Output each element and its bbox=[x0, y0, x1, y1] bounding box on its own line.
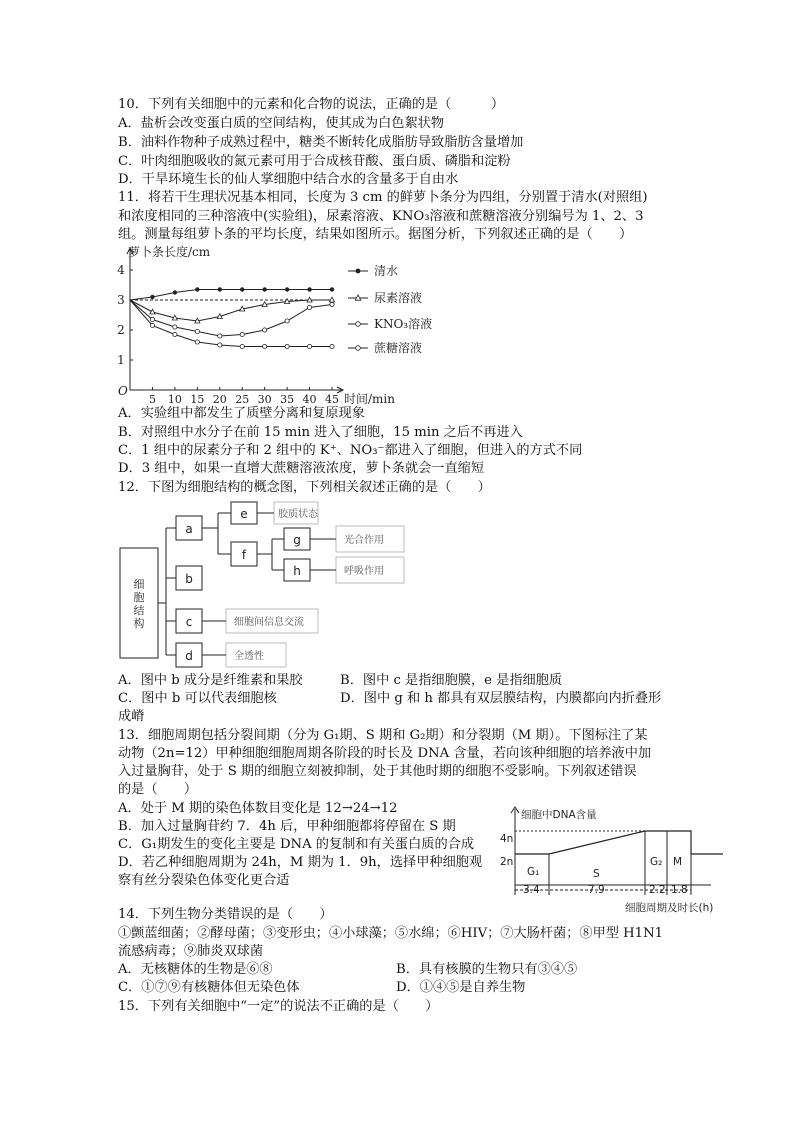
node-e: e bbox=[240, 507, 248, 521]
phase-g1: G₁ bbox=[527, 866, 540, 878]
duration-m: 1.8 bbox=[671, 884, 688, 896]
point bbox=[307, 305, 311, 309]
q11-option-a: A．实验组中都发生了质壁分离和复原现象 bbox=[118, 406, 365, 421]
legend-marker bbox=[356, 322, 361, 327]
y-axis-label: 萝卜条长度/cm bbox=[128, 245, 211, 259]
q13-option-c: C．G₁期发生的变化主要是 DNA 的复制和有关蛋白质的合成 bbox=[118, 837, 475, 852]
q13-stem-line-4: 的是（ ） bbox=[118, 782, 198, 797]
x-axis-label: 时间/min bbox=[344, 392, 395, 406]
dna-level-line bbox=[515, 831, 723, 854]
point bbox=[240, 287, 244, 291]
point bbox=[173, 332, 177, 336]
dna-ylabel: 细胞中DNA含量 bbox=[521, 809, 597, 821]
dna-xlabel: 细胞周期及时长(h) bbox=[625, 902, 714, 914]
legend-label: 蔗糖溶液 bbox=[374, 341, 423, 355]
q14-stem: 14．下列生物分类错误的是（ ） bbox=[118, 907, 333, 922]
point bbox=[195, 287, 199, 291]
label-g: 光合作用 bbox=[344, 535, 384, 546]
q12-option-a: A．图中 b 成分是纤维素和果胶 bbox=[118, 673, 303, 688]
point bbox=[330, 302, 334, 306]
dna-content-chart bbox=[497, 803, 737, 915]
node-d: d bbox=[185, 649, 193, 663]
x-tick-label: 35 bbox=[280, 393, 295, 406]
point bbox=[262, 287, 266, 291]
q11-option-b: B．对照组中水分子在前 15 min 进入了细胞，15 min 之后不再进入 bbox=[118, 425, 523, 440]
phase-s: S bbox=[593, 868, 600, 880]
q11-stem-line-3: 组。测量每组萝卜条的平均长度，结果如图所示。据图分析，下列叙述正确的是（ ） bbox=[118, 227, 633, 242]
y-tick-label: 3 bbox=[117, 293, 125, 307]
label-c: 细胞间信息交流 bbox=[234, 617, 304, 628]
svg-text:细: 细 bbox=[133, 578, 145, 591]
legend-label: KNO₃溶液 bbox=[374, 317, 433, 331]
duration-s: 7.9 bbox=[588, 884, 605, 896]
q13-option-a: A．处于 M 期的染色体数目变化是 12→24→12 bbox=[118, 801, 398, 816]
phase-m: M bbox=[673, 856, 683, 868]
y-tick-label: 2 bbox=[117, 323, 125, 337]
node-b: b bbox=[185, 572, 193, 586]
x-tick-label: 10 bbox=[167, 393, 182, 406]
x-tick-label: 5 bbox=[148, 393, 156, 406]
legend-marker bbox=[356, 269, 361, 274]
duration-g2: 2.2 bbox=[649, 884, 666, 896]
q14-option-c: C．①⑦⑨有核糖体但无染色体 bbox=[118, 980, 300, 995]
q14-items-line-2: 流感病毒；⑨肺炎双球菌 bbox=[118, 944, 264, 959]
point bbox=[150, 309, 155, 314]
point bbox=[330, 344, 334, 348]
point bbox=[263, 344, 267, 348]
label-h: 呼吸作用 bbox=[344, 566, 384, 577]
q10-option-d: D．干旱环境生长的仙人掌细胞中结合水的含量多于自由水 bbox=[118, 172, 459, 187]
series-line-0 bbox=[130, 290, 332, 301]
q15-stem: 15．下列有关细胞中“一定”的说法不正确的是（ ） bbox=[118, 999, 439, 1014]
series-line-1 bbox=[130, 300, 332, 321]
q11-option-d: D．3 组中，如果一直增大蔗糖溶液浓度，萝卜条就会一直缩短 bbox=[118, 461, 485, 476]
q13-option-b: B．加入过量胸苷约 7．4h 后，甲种细胞都将停留在 S 期 bbox=[118, 819, 456, 834]
point bbox=[218, 287, 222, 291]
point bbox=[218, 334, 222, 338]
y-tick-label: 1 bbox=[117, 353, 125, 367]
q12-option-d-cont: 成嵴 bbox=[118, 709, 145, 724]
x-tick-label: 30 bbox=[257, 393, 272, 406]
q13-option-d: D．若乙种细胞周期为 24h，M 期为 1．9h，选择甲种细胞观 bbox=[118, 855, 483, 870]
q11-stem-line-2: 和浓度相同的三种溶液中(实验组)，尿素溶液、KNO₃溶液和蔗糖溶液分别编号为 1、2、3 bbox=[118, 209, 644, 224]
point bbox=[330, 287, 334, 291]
x-tick-label: 25 bbox=[235, 393, 250, 406]
svg-text:构: 构 bbox=[133, 617, 145, 630]
point bbox=[150, 323, 154, 327]
legend-label: 清水 bbox=[374, 264, 399, 278]
radish-length-chart bbox=[110, 240, 490, 405]
x-tick-label: 45 bbox=[325, 393, 339, 406]
series-line-2 bbox=[130, 300, 332, 336]
q13-stem-line-1: 13．细胞周期包括分裂间期（分为 G₁期、S 期和 G₂期）和分裂期（M 期）。下图标注了某 bbox=[118, 728, 648, 743]
x-tick-label: 20 bbox=[212, 393, 227, 406]
point bbox=[285, 319, 289, 323]
q12-stem: 12．下图为细胞结构的概念图，下列相关叙述正确的是（ ） bbox=[118, 480, 491, 495]
q13-stem-line-3: 入过量胸苷，处于 S 期的细胞立刻被抑制，处于其他时期的细胞不受影响。下列叙述错误 bbox=[118, 764, 637, 779]
q14-items-line-1: ①颤蓝细菌；②酵母菌；③变形虫；④小球藻；⑤水绵；⑥HIV；⑦大肠杆菌；⑧甲型 H1N1 bbox=[118, 926, 663, 941]
series-line-3 bbox=[130, 300, 332, 347]
point bbox=[307, 344, 311, 348]
q13-stem-line-2: 动物（2n=12）甲种细胞细胞周期各阶段的时长及 DNA 含量，若向该种细胞的培养液中加 bbox=[118, 746, 652, 761]
point bbox=[195, 329, 199, 333]
svg-text:胞: 胞 bbox=[133, 591, 145, 604]
duration-g1: 3.4 bbox=[523, 884, 540, 896]
q10-option-b: B．油料作物种子成熟过程中，糖类不断转化成脂肪导致脂肪含量增加 bbox=[118, 135, 524, 150]
svg-text:结: 结 bbox=[133, 604, 145, 617]
node-c: c bbox=[185, 615, 193, 629]
q13-option-d-cont: 察有丝分裂染色体变化更合适 bbox=[118, 873, 290, 888]
q11-stem-line-1: 11．将若干生理状况基本相同，长度为 3 cm 的鲜萝卜条分为四组，分别置于清水(对照组) bbox=[118, 190, 648, 205]
q14-option-b: B．具有核膜的生物只有③④⑤ bbox=[396, 962, 578, 977]
point bbox=[150, 295, 154, 299]
point bbox=[195, 340, 199, 344]
point bbox=[307, 287, 311, 291]
phase-g2: G₂ bbox=[650, 856, 663, 868]
node-a: a bbox=[185, 522, 193, 536]
q12-option-b: B．图中 c 是指细胞膜，e 是指细胞质 bbox=[340, 673, 563, 688]
dna-level-4n: 4n bbox=[500, 833, 514, 845]
point bbox=[240, 332, 244, 336]
point bbox=[285, 287, 289, 291]
node-h: h bbox=[293, 564, 301, 578]
label-e: 胶质状态 bbox=[278, 509, 318, 520]
q14-option-a: A．无核糖体的生物是⑥⑧ bbox=[118, 962, 273, 977]
legend-label: 尿素溶液 bbox=[374, 291, 423, 305]
cell-structure-concept-map bbox=[118, 496, 418, 672]
q11-option-c: C．1 组中的尿素分子和 2 组中的 K⁺、NO₃⁻都进入了细胞，但进入的方式不同 bbox=[118, 443, 583, 458]
point bbox=[240, 344, 244, 348]
label-d: 全透性 bbox=[234, 651, 264, 662]
q10-stem: 10．下列有关细胞中的元素和化合物的说法，正确的是（ ） bbox=[118, 97, 505, 112]
root-label bbox=[134, 578, 145, 630]
q12-option-c: C．图中 b 可以代表细胞核 bbox=[118, 691, 277, 706]
point bbox=[218, 343, 222, 347]
point bbox=[285, 344, 289, 348]
dna-level-2n: 2n bbox=[500, 856, 514, 868]
point bbox=[173, 325, 177, 329]
node-f: f bbox=[241, 548, 247, 562]
node-g: g bbox=[293, 533, 301, 547]
point bbox=[173, 290, 177, 294]
legend-marker bbox=[356, 346, 361, 351]
x-tick-label: 40 bbox=[302, 393, 317, 406]
q10-option-a: A．盐析会改变蛋白质的空间结构，使其成为白色絮状物 bbox=[118, 116, 445, 131]
q12-option-d: D．图中 g 和 h 都具有双层膜结构，内膜都向内折叠形 bbox=[340, 691, 662, 706]
point bbox=[150, 317, 154, 321]
y-tick-label: 4 bbox=[117, 263, 125, 277]
point bbox=[263, 328, 267, 332]
x-tick-label: 15 bbox=[190, 393, 205, 406]
q10-option-c: C．叶肉细胞吸收的氮元素可用于合成核苷酸、蛋白质、磷脂和淀粉 bbox=[118, 154, 511, 169]
origin-label: O bbox=[118, 384, 128, 398]
q14-option-d: D．①④⑤是自养生物 bbox=[396, 980, 526, 995]
